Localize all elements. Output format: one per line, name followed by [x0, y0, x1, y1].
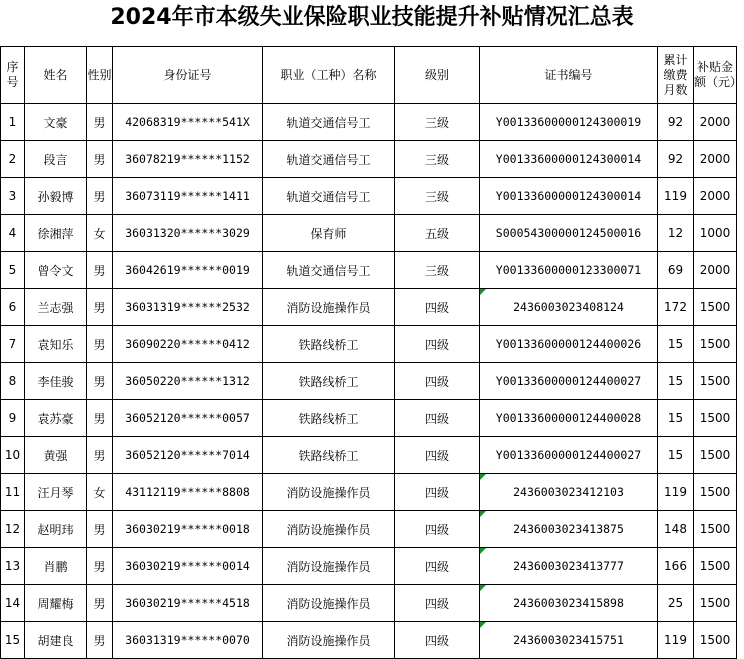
cell-months: 15 [658, 326, 694, 363]
table-row [1, 622, 737, 659]
cell-cert: 2436003023408124 [480, 289, 658, 326]
table-row [1, 400, 737, 437]
cell-name: 汪月琴 [25, 474, 87, 511]
cell-id: 36042619******0019 [113, 252, 263, 289]
cell-cert: Y00133600000124400026 [480, 326, 658, 363]
cell-name: 孙毅博 [25, 178, 87, 215]
cell-no: 1 [1, 104, 25, 141]
cell-job: 消防设施操作员 [263, 585, 395, 622]
cell-gender: 男 [87, 437, 113, 474]
cell-level: 四级 [395, 474, 480, 511]
cell-gender: 男 [87, 548, 113, 585]
cell-cert: 2436003023415898 [480, 585, 658, 622]
cell-job: 轨道交通信号工 [263, 252, 395, 289]
cell-cert: 2436003023413875 [480, 511, 658, 548]
table-header-row [1, 47, 737, 104]
cell-amount: 1500 [694, 474, 737, 511]
cell-gender: 男 [87, 585, 113, 622]
cell-job: 消防设施操作员 [263, 622, 395, 659]
table-row [1, 178, 737, 215]
cell-id: 36078219******1152 [113, 141, 263, 178]
cell-name: 袁苏豪 [25, 400, 87, 437]
cell-amount: 1500 [694, 511, 737, 548]
cell-months: 119 [658, 622, 694, 659]
cell-level: 四级 [395, 622, 480, 659]
cell-months: 119 [658, 474, 694, 511]
cell-level: 三级 [395, 141, 480, 178]
cell-level: 四级 [395, 289, 480, 326]
cell-months: 119 [658, 178, 694, 215]
table-row [1, 585, 737, 622]
header-no: 序号 [1, 47, 25, 104]
cell-no: 4 [1, 215, 25, 252]
table-row [1, 289, 737, 326]
page-title: 2024年市本级失业保险职业技能提升补贴情况汇总表 [110, 5, 634, 30]
cell-id: 36031319******0070 [113, 622, 263, 659]
cell-months: 15 [658, 437, 694, 474]
cell-gender: 男 [87, 289, 113, 326]
cell-id: 36073119******1411 [113, 178, 263, 215]
cell-job: 消防设施操作员 [263, 548, 395, 585]
cell-id: 36031320******3029 [113, 215, 263, 252]
cell-amount: 2000 [694, 141, 737, 178]
header-name: 姓名 [25, 47, 87, 104]
table-row [1, 511, 737, 548]
cell-amount: 1500 [694, 363, 737, 400]
table-row [1, 548, 737, 585]
cell-months: 92 [658, 141, 694, 178]
header-id: 身份证号 [113, 47, 263, 104]
cell-level: 五级 [395, 215, 480, 252]
cell-amount: 2000 [694, 178, 737, 215]
cell-gender: 男 [87, 104, 113, 141]
cell-months: 25 [658, 585, 694, 622]
cell-job: 铁路线桥工 [263, 326, 395, 363]
cell-level: 四级 [395, 548, 480, 585]
cell-no: 2 [1, 141, 25, 178]
cell-no: 6 [1, 289, 25, 326]
cell-level: 四级 [395, 511, 480, 548]
cell-gender: 女 [87, 474, 113, 511]
cell-no: 15 [1, 622, 25, 659]
header-cert: 证书编号 [480, 47, 658, 104]
cell-id: 43112119******8808 [113, 474, 263, 511]
header-amount: 补贴金额（元） [694, 47, 737, 104]
cell-name: 文豪 [25, 104, 87, 141]
cell-id: 36030219******0014 [113, 548, 263, 585]
cell-no: 5 [1, 252, 25, 289]
cell-name: 段言 [25, 141, 87, 178]
cell-name: 胡建良 [25, 622, 87, 659]
cell-job: 铁路线桥工 [263, 400, 395, 437]
cell-no: 13 [1, 548, 25, 585]
cell-amount: 1500 [694, 585, 737, 622]
cell-level: 四级 [395, 363, 480, 400]
header-months: 累计缴费月数 [658, 47, 694, 104]
header-gender: 性别 [87, 47, 113, 104]
cell-no: 3 [1, 178, 25, 215]
cell-gender: 男 [87, 141, 113, 178]
cell-no: 12 [1, 511, 25, 548]
cell-cert: Y00133600000124400028 [480, 400, 658, 437]
cell-job: 保育师 [263, 215, 395, 252]
cell-level: 四级 [395, 326, 480, 363]
cell-name: 曾令文 [25, 252, 87, 289]
cell-cert: Y00133600000124300014 [480, 141, 658, 178]
cell-gender: 男 [87, 363, 113, 400]
cell-id: 36030219******0018 [113, 511, 263, 548]
cell-no: 10 [1, 437, 25, 474]
table-row [1, 326, 737, 363]
table-row [1, 363, 737, 400]
cell-job: 消防设施操作员 [263, 474, 395, 511]
cell-gender: 男 [87, 622, 113, 659]
cell-job: 消防设施操作员 [263, 511, 395, 548]
cell-no: 11 [1, 474, 25, 511]
cell-amount: 1500 [694, 622, 737, 659]
table-row [1, 252, 737, 289]
cell-months: 92 [658, 104, 694, 141]
cell-amount: 1500 [694, 289, 737, 326]
cell-cert: Y00133600000123300071 [480, 252, 658, 289]
cell-job: 铁路线桥工 [263, 437, 395, 474]
cell-cert: 2436003023415751 [480, 622, 658, 659]
cell-job: 铁路线桥工 [263, 363, 395, 400]
cell-no: 7 [1, 326, 25, 363]
header-job: 职业（工种）名称 [263, 47, 395, 104]
cell-id: 36031319******2532 [113, 289, 263, 326]
cell-name: 赵明玮 [25, 511, 87, 548]
cell-cert: 2436003023412103 [480, 474, 658, 511]
cell-level: 三级 [395, 178, 480, 215]
cell-gender: 男 [87, 326, 113, 363]
cell-months: 15 [658, 363, 694, 400]
cell-amount: 1500 [694, 548, 737, 585]
cell-level: 四级 [395, 437, 480, 474]
cell-job: 轨道交通信号工 [263, 141, 395, 178]
cell-name: 黄强 [25, 437, 87, 474]
cell-level: 四级 [395, 585, 480, 622]
cell-months: 12 [658, 215, 694, 252]
cell-cert: Y00133600000124400027 [480, 363, 658, 400]
cell-gender: 男 [87, 178, 113, 215]
cell-level: 四级 [395, 400, 480, 437]
table-row [1, 474, 737, 511]
cell-id: 36090220******0412 [113, 326, 263, 363]
cell-gender: 男 [87, 511, 113, 548]
cell-level: 三级 [395, 252, 480, 289]
cell-amount: 2000 [694, 252, 737, 289]
cell-id: 36050220******1312 [113, 363, 263, 400]
cell-name: 徐湘萍 [25, 215, 87, 252]
table-row [1, 104, 737, 141]
cell-no: 14 [1, 585, 25, 622]
cell-cert: Y00133600000124300014 [480, 178, 658, 215]
cell-name: 周耀梅 [25, 585, 87, 622]
cell-amount: 1500 [694, 326, 737, 363]
table-row [1, 141, 737, 178]
cell-months: 172 [658, 289, 694, 326]
cell-gender: 男 [87, 252, 113, 289]
cell-id: 36030219******4518 [113, 585, 263, 622]
cell-name: 兰志强 [25, 289, 87, 326]
cell-name: 袁知乐 [25, 326, 87, 363]
cell-gender: 女 [87, 215, 113, 252]
cell-cert: 2436003023413777 [480, 548, 658, 585]
cell-id: 42068319******541X [113, 104, 263, 141]
cell-job: 轨道交通信号工 [263, 178, 395, 215]
cell-months: 69 [658, 252, 694, 289]
cell-amount: 1500 [694, 400, 737, 437]
cell-cert: Y00133600000124400027 [480, 437, 658, 474]
cell-amount: 1000 [694, 215, 737, 252]
cell-no: 9 [1, 400, 25, 437]
cell-gender: 男 [87, 400, 113, 437]
header-level: 级别 [395, 47, 480, 104]
cell-job: 消防设施操作员 [263, 289, 395, 326]
table-row [1, 437, 737, 474]
cell-name: 李佳骏 [25, 363, 87, 400]
cell-id: 36052120******0057 [113, 400, 263, 437]
cell-id: 36052120******7014 [113, 437, 263, 474]
cell-months: 148 [658, 511, 694, 548]
table-row [1, 215, 737, 252]
cell-amount: 2000 [694, 104, 737, 141]
cell-no: 8 [1, 363, 25, 400]
subsidy-table [0, 46, 743, 659]
cell-cert: Y00133600000124300019 [480, 104, 658, 141]
cell-months: 166 [658, 548, 694, 585]
cell-name: 肖鹏 [25, 548, 87, 585]
cell-months: 15 [658, 400, 694, 437]
cell-amount: 1500 [694, 437, 737, 474]
cell-cert: S00054300000124500016 [480, 215, 658, 252]
cell-job: 轨道交通信号工 [263, 104, 395, 141]
cell-level: 三级 [395, 104, 480, 141]
